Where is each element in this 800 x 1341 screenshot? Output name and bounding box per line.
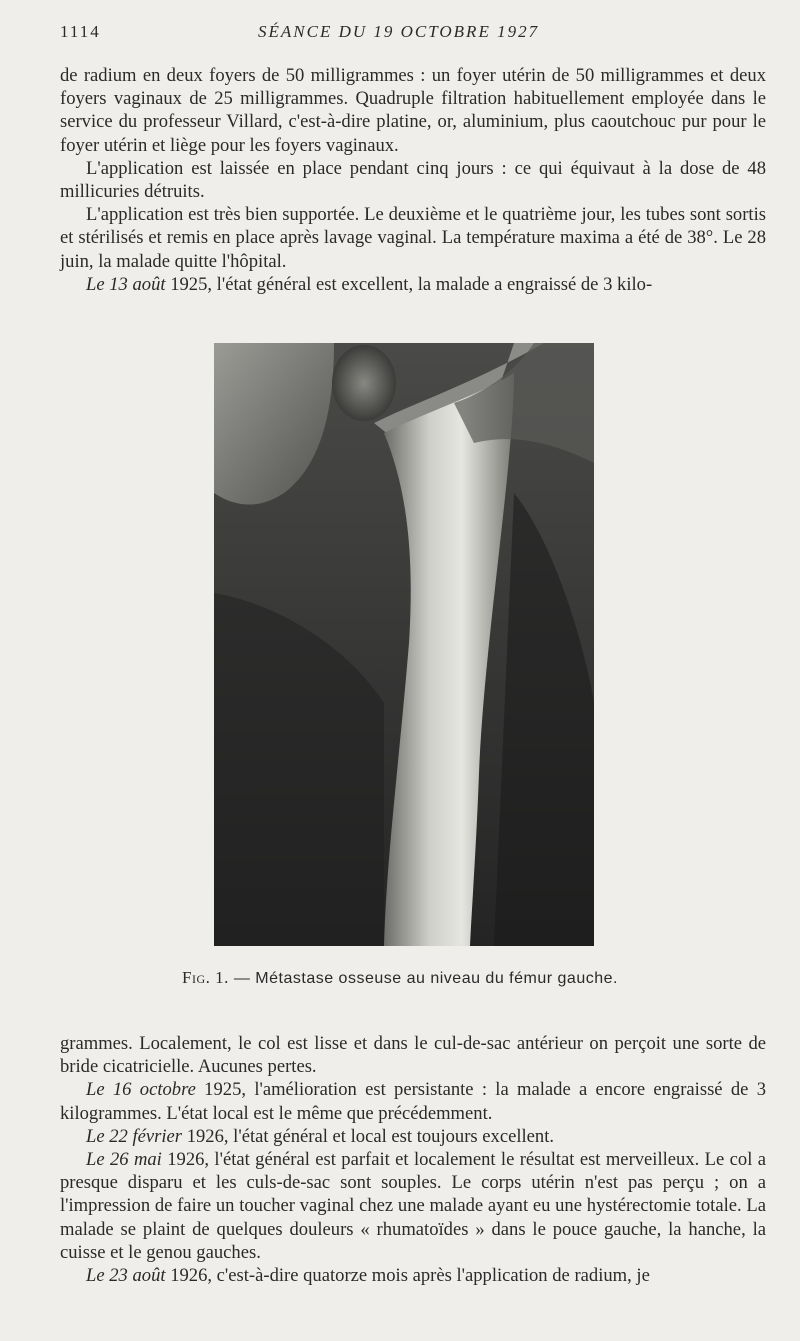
text-block-top — [60, 64, 766, 296]
page-number: 1114 — [60, 22, 101, 41]
figure-label: Fig. 1. — [182, 968, 229, 987]
paragraph: de radium en deux foyers de 50 milligrammes : un foyer utérin de 50 milligrammes et deux foyers vaginaux de 25 milligrammes. Quadruple filtration habituellement employée dans le service du professeur Villard, c'est-à-dire platine, or, aluminium, plus caoutchouc pur pour le foyer utérin et liège pour les foyers vaginaux. — [60, 65, 766, 156]
paragraph: grammes. Localement, le col est lisse et dans le cul-de-sac antérieur on perçoit une sorte de bride cicatricielle. Aucunes pertes. — [60, 1033, 766, 1078]
xray-image — [214, 343, 594, 946]
paragraph: Le 16 octobre 1925, l'amélioration est persistante : la malade a encore engraissé de 3 kilogrammes. L'état local est le même que précédemment. — [60, 1079, 766, 1124]
xray-femur-figure — [214, 343, 594, 946]
paragraph: Le 13 août 1925, l'état général est excellent, la malade a engraissé de 3 kilo- — [86, 273, 653, 295]
paragraph: Le 22 février 1926, l'état général et local est toujours excellent. — [86, 1125, 555, 1147]
text-block-bottom — [60, 1032, 766, 1287]
figure-caption — [0, 968, 800, 988]
paragraph: Le 26 mai 1926, l'état général est parfait et localement le résultat est merveilleux. Le col a presque disparu et les culs-de-sac sont souples. Le corps utérin n'est pas perçu ; on a l'impression de faire un toucher vaginal chez une malade ayant eu une hystérectomie totale. La malade se plaint de quelques douleurs « rhumatoïdes » dans le pouce gauche, la hanche, la cuisse et le genou gauches. — [60, 1149, 767, 1263]
paragraph: L'application est très bien supportée. Le deuxième et le quatrième jour, les tubes sont sortis et stérilisés et remis en place après lavage vaginal. La température maxima a été de 38°. Le 28 juin, la malade quitte l'hôpital. — [60, 204, 766, 272]
running-title: SÉANCE DU 19 OCTOBRE 1927 — [258, 22, 540, 41]
date-lead: Le 26 mai — [86, 1149, 162, 1171]
paragraph: Le 23 août 1926, c'est-à-dire quatorze mois après l'application de radium, je — [86, 1265, 650, 1287]
paragraph: L'application est laissée en place pendant cinq jours : ce qui équivaut à la dose de 48 millicuries détruits. — [60, 157, 766, 203]
date-lead: Le 22 février — [86, 1125, 183, 1147]
date-lead: Le 16 octobre — [86, 1079, 196, 1101]
date-lead: Le 23 août — [86, 1265, 166, 1287]
running-header — [60, 22, 768, 46]
date-lead: Le 13 août — [86, 273, 166, 295]
caption-text: — Métastase osseuse au niveau du fémur gauche. — [228, 970, 618, 987]
